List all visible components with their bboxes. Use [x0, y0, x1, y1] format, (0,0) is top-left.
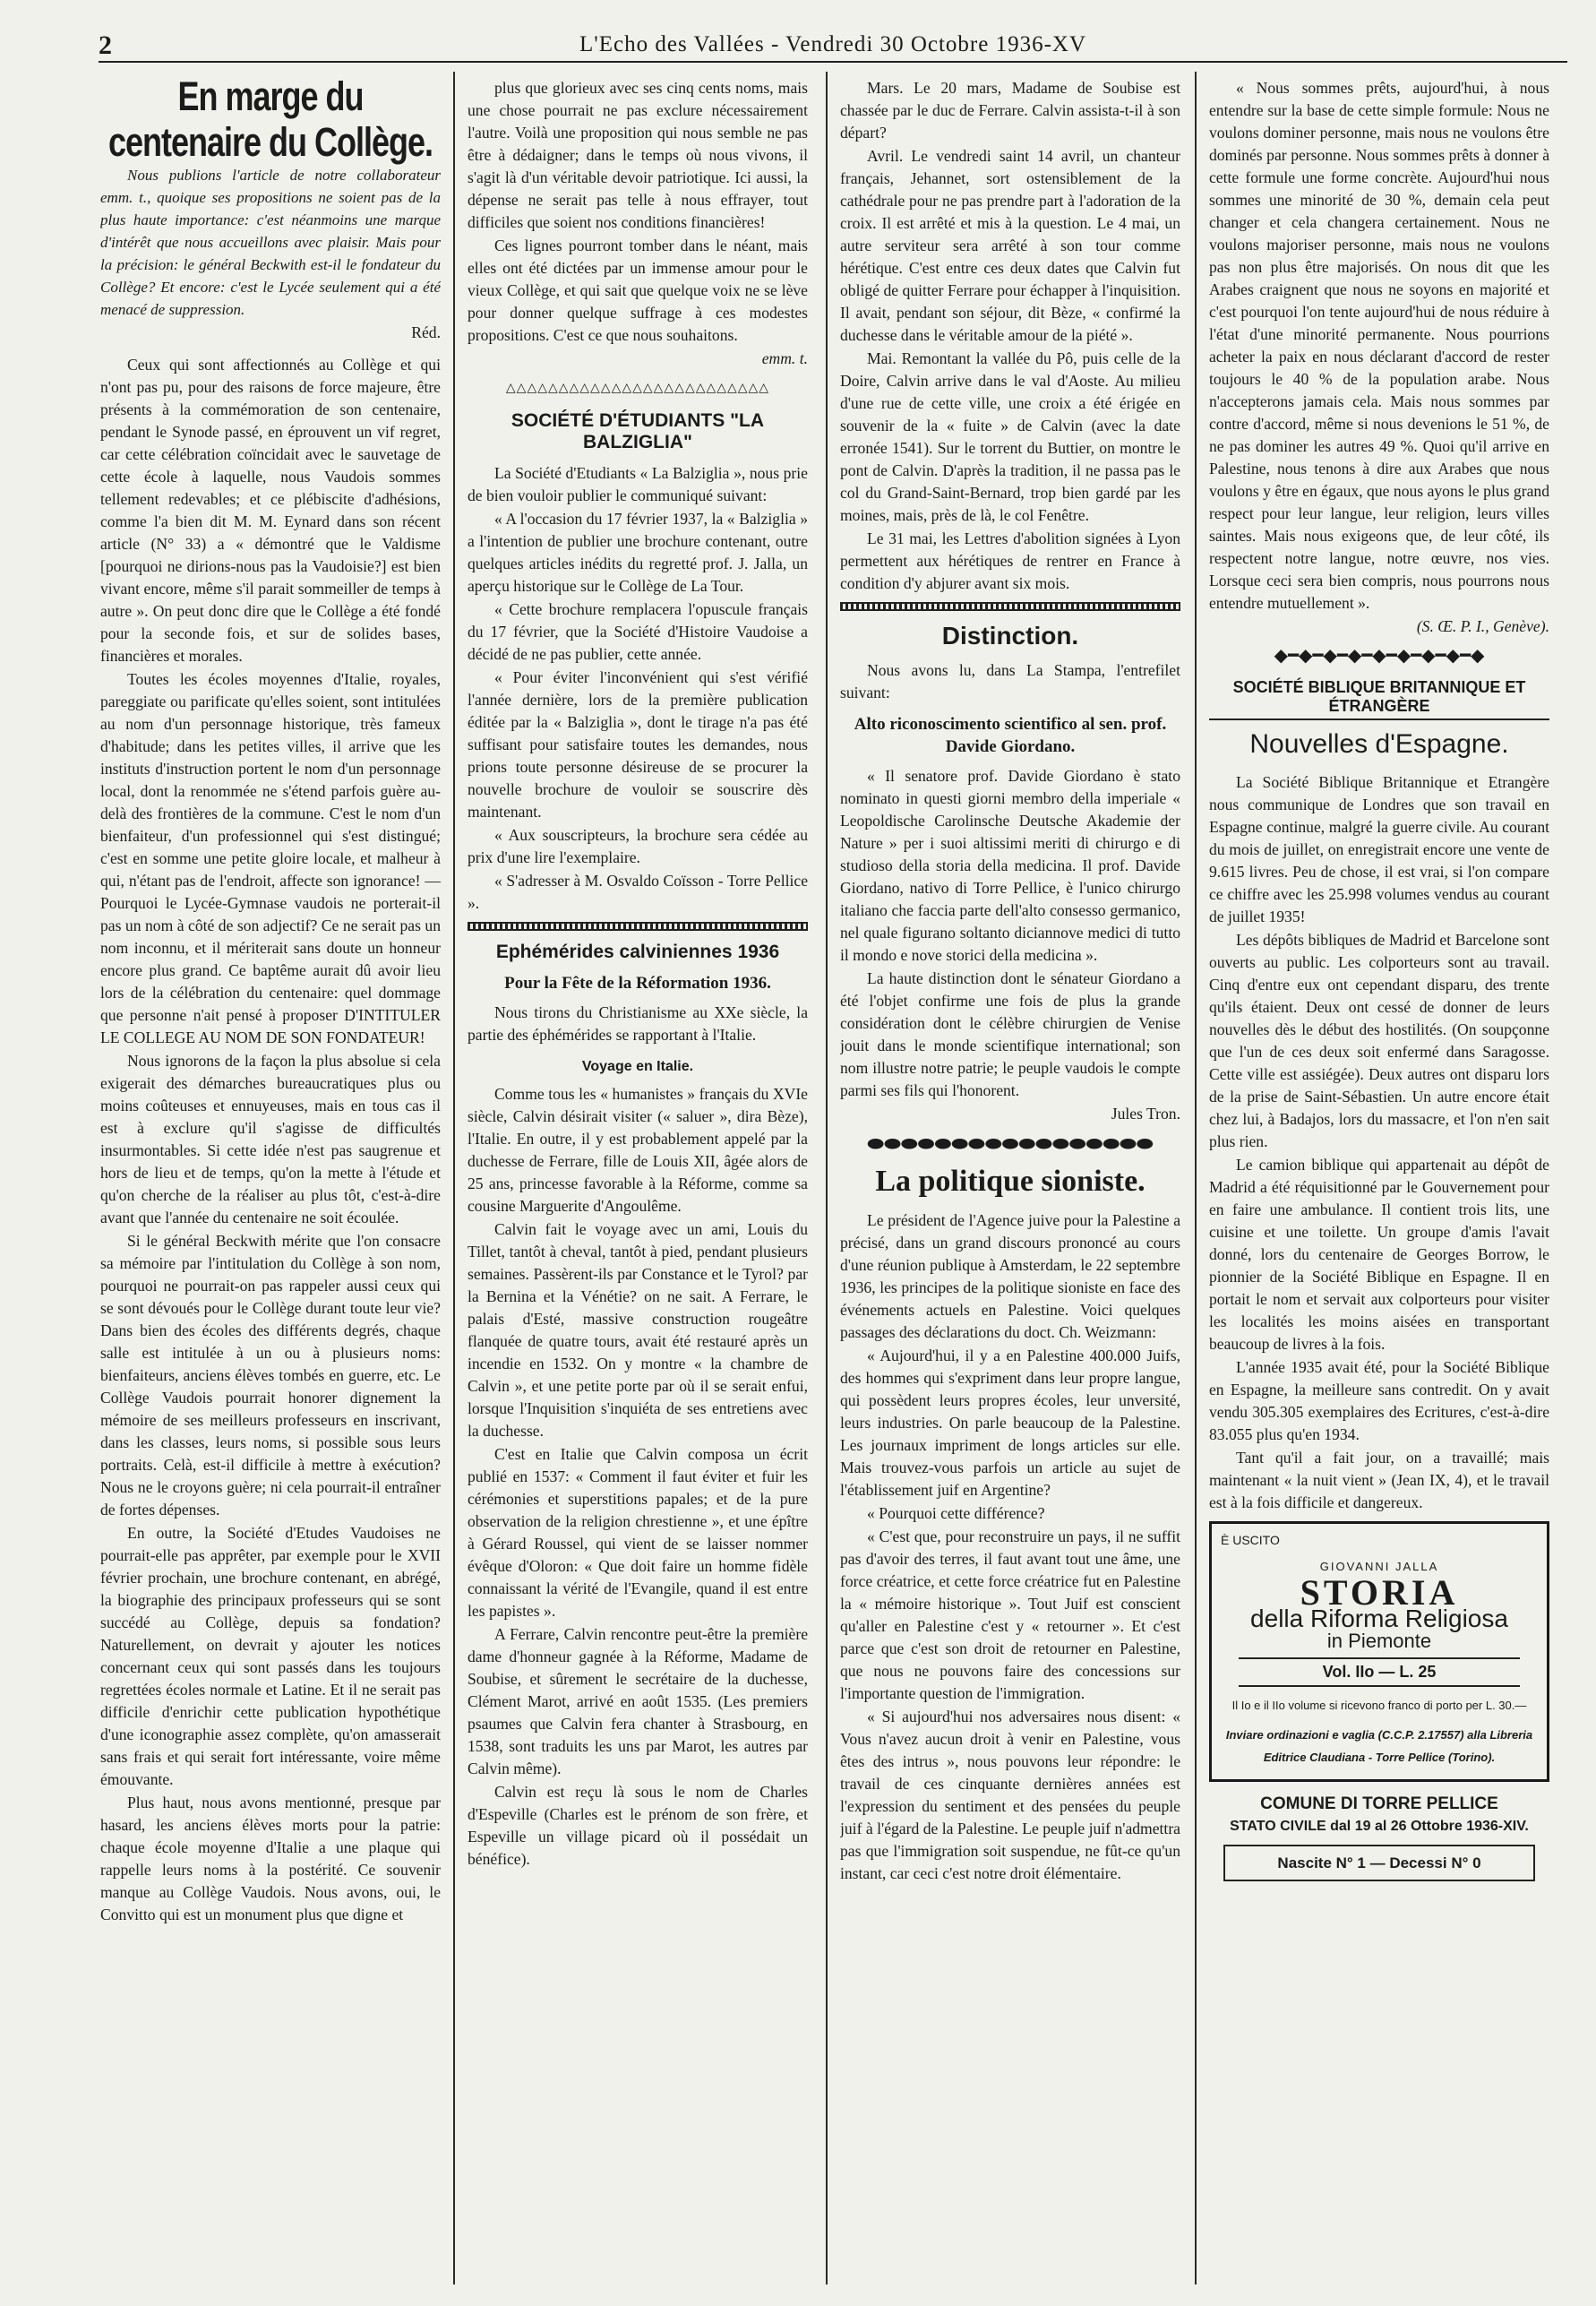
ephemerides-subtitle: Pour la Fête de la Réformation 1936. — [504, 974, 771, 994]
paragraph: « Aujourd'hui, il y a en Palestine 400.000 Juifs, des hommes qui s'expriment dans leur propre langue, qui possèdent leurs propres écoles, leur unversité, leurs industries. On parle beaucoup de la Palestine. Les journaux impriment de longs articles sur elle. Mais trouvez-vous parfois un article au sujet de l'établissement juif en Argentine? — [840, 1347, 1180, 1500]
college-intro-sign: Réd. — [411, 323, 441, 341]
advert-free: Il Io e il IIo volume si ricevono franco di porto per L. 30.— — [1231, 1698, 1527, 1712]
paragraph: La Société d'Etudiants « La Balziglia », nous prie de bien vouloir publier le communiqué suivant: — [468, 464, 808, 505]
paragraph: En outre, la Société d'Etudes Vaudoises ne pourrait-elle pas apprêter, par exemple pour le XVII février prochain, une brochure contenant, en abrégé, la biographie des principaux professeurs qui se sont succédé au Collège, depuis sa fondation? Naturellement, on devrait y ajouter les notices concernant ceux qui sont passés dans les toujours regrettées écoles normale et Latine. Et il ne serait pas difficile d'enrichir cette publication hypothétique d'une iconographie assez complète, qu'on amasserait sans frais et qui serait fort intéressante, voire même émouvante. — [100, 1523, 441, 1788]
sioniste-body — [840, 1209, 1180, 1885]
paragraph: « Si aujourd'hui nos adversaires nous disent: « Vous n'avez aucun droit à venir en Palestine, vous êtes des intrus », nous pouvons leur répondre: le travail de ces cinquante dernières années est l'expression du sentiment et des pensées du peuple juif à l'égard de la Palestine. Le peuple juif n'admettra pas que l'immigration soit suspendue, ne fût-ce qu'un instant, car ceci c'est notre droit élémentaire. — [840, 1708, 1180, 1883]
paragraph: Toutes les écoles moyennes d'Italie, royales, pareggiate ou parificate qu'elles soient, sont intitulées au nom d'un personnage historique, très fameux d'habitude; dans les petites villes, il arrive que les instituts d'instruction portent le nom d'un personnage local, dont la renommée ne s'étend parfois guère au-delà des frontières de la commune. C'est le nom d'un bienfaiteur, d'un professionnel qui s'est distingué; c'est en somme une petite gloire locale, et malheur à qui, n'étant pas de l'endroit, affecte son ignorance! — Pourquoi le Lycée-Gymnase vaudois ne porterait-il pas un nom à côté de son adjectif? Ce ne serait pas un nom inconnu, et il mériterait sans doute un honneur encore plus grand. Ce baptême aurait dû avoir lieu lors de la célébration du centenaire: quel dommage que personne n'ait pensé à proposer D'INTITULER LE COLLEGE AU NOM DE SON FONDATEUR! — [100, 669, 441, 1046]
paragraph: Calvin fait le voyage avec un ami, Louis du Tillet, tantôt à cheval, tantôt à pied, pendant plusieurs semaines. Passèrent-ils par Constance et le Tyrol? par la Bernina et la Vénétie? on ne sait. A Ferrare, le palais d'Esté, massive construction rougeâtre flanquée de quatre tours, avait été restauré après un incendie en 1532. On y montre « la chambre de Calvin », et une petite porte par où il se serait enfui, lorsque l'Inquisition s'inquiéta de ses entretiens avec la duchesse. — [468, 1220, 808, 1441]
paragraph: « Il senatore prof. Davide Giordano è stato nominato in questi giorni membro della imperiale « Leopoldische Carolinsche Deutsche Akademie der Nature » per i suoi altissimi meriti di chirurgo e di studioso della storia della medicina. Il prof. Davide Giordano, nativo di Torre Pellice, è l'unico chirurgo italiano che faccia parte dell'alto consesso germanico, nel quale figurano soltanto diciannove medici di tutto il mondo e nove storici della medicina ». — [840, 767, 1180, 965]
triangle-ornament-icon: △△△△△△△△△△△△△△△△△△△△△△△△△ — [505, 382, 770, 395]
biblique-section: SOCIÉTÉ BIBLIQUE BRITANNIQUE ET ÉTRANGÈRE — [1209, 678, 1549, 720]
paragraph: « Aux souscripteurs, la brochure sera cédée au prix d'une lire l'exemplaire. — [468, 826, 808, 867]
column-rule — [453, 72, 455, 2284]
sioniste-body-continued — [1209, 77, 1549, 615]
paragraph: « Pour éviter l'inconvénient qui s'est vérifié l'année dernière, lors de la première publication éditée par la « Balziglia », dont le tirage n'a pas été suffisant pour satisfaire toutes les demandes, nous prions toute personne désireuse de se procurer la nouvelle brochure de vouloir se souscrire dès maintenant. — [468, 668, 808, 822]
advert-uscito: È USCITO — [1221, 1532, 1280, 1547]
column-2 — [468, 77, 808, 2281]
balziglia-body — [468, 462, 808, 915]
paragraph: Ceux qui sont affectionnés au Collège et qui n'ont pas pu, pour des raisons de force majeure, être présents à la commémoration de son centenaire, pendant le Synode passé, en éprouvent un vif regret, car cette célébration coïncidait avec le sauvetage de cette école à laquelle, nous Vaudois sommes tellement redevables; et ce plébiscite d'adhésions, comme l'a bien dit M. M. Eynard dans son récent article (N° 33) a « démontré que le Valdisme [pourquoi ne dirions-nous pas la Vaudoisie?] est bien vivant encore, même s'il parait sommeiller de temps à autre ». On peut donc dire que le Collège a été fondé pour la seconde fois, et sur de solides bases, financières et morales. — [100, 355, 441, 665]
ornamental-rule — [468, 922, 808, 931]
paragraph: Comme tous les « humanistes » français du XVIe siècle, Calvin désirait visiter (« saluer », dira Bèze), l'Italie. En outre, il y est probablement appelé par la duchesse de Ferrare, fille de Louis XII, âgée alors de 25 ans, princesse favorable à la Réforme, comme sa cousine Marguerite d'Angoulême. — [468, 1085, 808, 1216]
distinction-signature: Jules Tron. — [1111, 1105, 1180, 1123]
paragraph: Si le général Beckwith mérite que l'on consacre sa mémoire par l'intitulation du Collège à son nom, pourquoi ne pourrait-on pas rappeler aussi ceux qui se sont dévoués pour le Collège durant toute leur vie? Dans bien des écoles des différents degrés, chaque salle est intitulée à un ou à plusieurs noms: bienfaiteurs, anciens élèves tombés en guerre, etc. Le Collège Vaudois pourrait honorer dignement la mémoire de ses meilleurs professeurs en inscrivant, dans les classes, leurs noms, si possible sous leurs portraits. Celà, est-il difficile à mettre à exécution? Nous ne le croyons guère; ni cela pourrait-il entraîner de fortes dépenses. — [100, 1231, 441, 1519]
paragraph: Mai. Remontant la vallée du Pô, puis celle de la Doire, Calvin arrive dans le val d'Aoste. Au milieu d'une rue de cette ville, une croix a été érigée en souvenir de la « fuite » de Calvin (avec la date erronée 1541). Sur le torrent du Buttier, on montre le pont de Calvin. D'après la tradition, il ne passa pas le col du Grand-Saint-Bernard, trop bien gardé par les moines, mais, près de là, le col Fenêtre. — [840, 349, 1180, 524]
ornamental-rule — [840, 602, 1180, 611]
paragraph: « Cette brochure remplacera l'opuscule français du 17 février, que la Société d'Histoire Vaudoise a décidé de ne pas publier, cette année. — [468, 600, 808, 664]
college-body — [100, 354, 441, 1926]
biblique-title: Nouvelles d'Espagne. — [1249, 729, 1509, 760]
balziglia-title: SOCIÉTÉ D'ÉTUDIANTS "LA BALZIGLIA" — [511, 410, 765, 453]
college-title: En marge du centenaire du Collège. — [107, 77, 433, 166]
sioniste-title: La politique sioniste. — [875, 1165, 1146, 1199]
advert-storia: STORIA — [1300, 1571, 1459, 1613]
paragraph: Nous ignorons de la façon la plus absolue si cela exigerait des démarches bureaucratiques plus ou moins coûteuses et ennuyeuses, mais en tous cas il est à exclure qu'il s'agisse de difficultés insurmontables. Si cette idée n'est pas saugrenue et hors de lieu et de temps, qu'on la mette à l'étude et qu'on cherche de la réaliser au plus tôt, c'est-à-dire avant que l'année du centenaire ne soit écoulée. — [100, 1051, 441, 1226]
paragraph: « Nous sommes prêts, aujourd'hui, à nous entendre sur la base de cette simple formule: Nous ne voulons dominer personne, mais nous ne voulons être dominés par personne. Nous sommes prêts à donner à cette formule une forme concrète. Aujourd'hui nous sommes une minorité de 30 %, demain cela peut changer et cela changera certainement. Nous ne voulons majoriser personne, mais nous ne voulons pas non plus être majorisés. On nous dit que les Arabes craignent que nous ne soyons en majorité et c'est pourquoi l'on tente aujourd'hui de nous réduire à l'état d'une minorité permanente. Nous pourrions acheter la paix en nous déclarant d'accord de rester toujours le 40 % de la population arabe. Nous n'accepterons jamais cela. Mais nous sommes par contre d'accord, même si nous devenions le 51 %, de ne pas dominer les autres 49 %. Quoi qu'il arrive en Palestine, nous tenons à dire aux Arabes que nous voulons y être en égaux, que nous ayons le plus grand respect pour leur langue, leur religion, leurs villes saintes. Mais nous exigeons que, de leur côté, ils respectent notre langue, notre œuvre, nos vies. Lorsque ceci sera bien compris, nous pourrons nous entendre mutuellement ». — [1209, 79, 1549, 612]
paragraph: « Pourquoi cette différence? — [867, 1504, 1045, 1523]
column-rule — [1195, 72, 1197, 2284]
advert-author: GIOVANNI JALLA — [1319, 1559, 1439, 1573]
paragraph: Plus haut, nous avons mentionné, presque par hasard, les anciens élèves morts pour la patrie: chaque école moyenne d'Italie a une plaque qui rappelle leurs noms à la postérité. Ce souvenir manque au Collège Vaudois. Nous avons, oui, le Convitto qui est un monument plus que digne et — [100, 1793, 441, 1923]
paragraph: L'année 1935 avait été, pour la Société Biblique en Espagne, la meilleure sans contredit. On y avait vendu 305.305 exemplaires des Ecritures, c'est-à-dire 83.055 plus qu'en 1934. — [1209, 1357, 1549, 1443]
distinction-intro: Nous avons lu, dans La Stampa, l'entrefilet suivant: — [840, 661, 1180, 702]
bead-ornament-icon: ⬬⬬⬬⬬⬬⬬⬬⬬⬬⬬⬬⬬⬬⬬⬬⬬⬬ — [867, 1132, 1154, 1156]
ephemerides-intro: Nous tirons du Christianisme au XXe siècle, la partie des éphémérides se rapportant à l'Italie. — [468, 1003, 808, 1045]
comune-notice — [1209, 1793, 1549, 1881]
paragraph: Les dépôts bibliques de Madrid et Barcelone sont ouverts au public. Les colporteurs sont au travail. Cinq d'entre eux ont cependant disparu, des trente qu'ils étaient. Deux ont cessé de donner de leurs nouvelles dès le début des hostilités. (On soupçonne que l'un de ces deux soit enfermé dans Saragosse. Cette ville est assiégée). Deux autres ont disparu lors de la prise de Saint-Sébastien. Un autre encore était chez lui, à Badajos, lors du massacre, et l'on n'en sait plus rien. — [1209, 930, 1549, 1150]
comune-subtitle: STATO CIVILE dal 19 al 26 Ottobre 1936-XIV. — [1230, 1818, 1529, 1834]
paragraph: Mars. Le 20 mars, Madame de Soubise est chassée par le duc de Ferrare. Calvin assista-t-il à son départ? — [840, 79, 1180, 142]
paragraph: C'est en Italie que Calvin composa un écrit publié en 1537: « Comment il faut éviter et fuir les cérémonies et superstitions papales; et de la pure observation de la religion chrestienne », et une épître à Gérard Roussel, qui vient de se laisser nommer évêque d'Oloron: « Que doit faire un homme fidèle connaissant la vérité de l'Evangile, quand il est entre les papistes ». — [468, 1445, 808, 1621]
sioniste-signature: (S. Œ. P. I., Genève). — [1416, 617, 1549, 635]
paragraph: Le 31 mai, les Lettres d'abolition signées à Lyon permettent aux hérétiques de rentrer en France à condition d'y abjurer avant six mois. — [840, 529, 1180, 592]
distinction-body — [840, 765, 1180, 1102]
college-signature: emm. t. — [761, 349, 808, 367]
leaf-ornament-icon: ◆━◆━◆━◆━◆━◆━◆━◆━◆ — [1274, 646, 1485, 666]
ephemerides-title: Ephémérides calviniennes 1936 — [495, 942, 780, 963]
advert-line1: della Riforma Religiosa — [1250, 1604, 1508, 1632]
ephemerides-body — [468, 1083, 808, 1871]
college-intro: Nous publions l'article de notre collaborateur emm. t., quoique ses propositions ne soient pas de la plus haute importance: c'est néanmoins une marque d'intérêt que nous accueillons avec plaisir. Mais pour la précision: le général Beckwith est-il le fondateur du Collège? Et encore: c'est le Lycée seulement qui a été menacé de suppression. — [100, 166, 441, 318]
column-1 — [100, 77, 441, 2281]
college-continuation — [468, 77, 808, 347]
paragraph: « S'adresser à M. Osvaldo Coïsson - Torre Pellice ». — [468, 872, 808, 913]
paragraph: A Ferrare, Calvin rencontre peut-être la première dame d'honneur gagnée à la Réforme, Madame de Soubise, et sûrement le secrétaire de la duchesse, Clément Marot, arrivé en août 1535. (Les premiers psaumes que Calvin fera chanter à Strasbourg, en 1538, sont traduits les uns par Marot, les autres par Calvin même). — [468, 1625, 808, 1778]
ephemerides-section: Voyage en Italie. — [581, 1059, 694, 1075]
comune-title: COMUNE DI TORRE PELLICE — [1260, 1794, 1498, 1813]
column-4 — [1209, 77, 1549, 2281]
paragraph: Calvin est reçu là sous le nom de Charles d'Espeville (Charles est le prénom de son frère, et Espeville un village picard où il possédait un bénéfice). — [468, 1783, 808, 1869]
column-rule — [826, 72, 828, 2284]
advert-volume: Vol. IIo — L. 25 — [1239, 1657, 1520, 1687]
book-advert — [1209, 1521, 1549, 1782]
running-head: L'Echo des Vallées - Vendredi 30 Octobre 1936-XV — [579, 32, 1087, 56]
paragraph: « C'est que, pour reconstruire un pays, il ne suffit pas d'avoir des terres, il faut avant tout une âme, une force créatrice, et cette force créatrice fut en Palestine la « mémoire historique ». Tout Juif est conscient qu'aller en Palestine c'est y « retourner ». Et c'est parce que c'est son droit de retourner en Palestine, que nous ne pouvons faire des concessions sur l'importante question de l'immigration. — [840, 1527, 1180, 1703]
paragraph: Tant qu'il a fait jour, on a travaillé; mais maintenant « la nuit vient » (Jean IX, 4), et le travail est à la fois difficile et dangereux. — [1209, 1448, 1549, 1511]
paragraph: plus que glorieux avec ses cinq cents noms, mais une chose pourrait ne pas exclure nécessairement l'autre. Voilà une proposition qui nous semble ne pas être à dédaigner; dans le temps où nous vivons, il s'agit là d'un véritable devoir patriotique. Ici aussi, la dépense ne serait pas telle à nous effrayer, tout difficiles que soient nos conditions financières! — [468, 79, 808, 231]
masthead — [99, 27, 1567, 63]
biblique-body — [1209, 771, 1549, 1514]
paragraph: La haute distinction dont le sénateur Giordano a été l'objet confirme une fois de plus la grande considération dont le célèbre chirurgien de Venise jouit dans le monde scientifique international; son nom illustre notre patrie; le peuple vaudois le compte parmi ses fils qui l'honorent. — [840, 969, 1180, 1100]
paragraph: Le camion biblique qui appartenait au dépôt de Madrid a été réquisitionné par le Gouvernement pour en faire une ambulance. Il contient trois lits, une cuisine et une toilette. Un groupe d'amis l'avait donné, lors du centenaire de Georges Borrow, le pionnier de la Société Biblique en Espagne. Il en portait le nom et servait aux colporteurs pour visiter les localités les moins aisées en transportant beaucoup de livres à la fois. — [1209, 1155, 1549, 1353]
advert-order: Inviare ordinazioni e vaglia (C.C.P. 2.17557) alla Libreria Editrice Claudiana - Torre Pellice (Torino). — [1225, 1727, 1533, 1764]
distinction-headline: Alto riconoscimento scientifico al sen. prof. Davide Giordano. — [854, 715, 1167, 757]
paragraph: « A l'occasion du 17 février 1937, la « Balziglia » a l'intention de publier une brochure contenant, outre quelques articles inédits du regretté prof. J. Jalla, un aperçu historique sur le Collège de La Tour. — [468, 510, 808, 596]
column-3 — [840, 77, 1180, 2281]
ephemerides-body-continued — [840, 77, 1180, 595]
paragraph: Ces lignes pourront tomber dans le néant, mais elles ont été dictées par un immense amour pour le vieux Collège, et qui sait que quelque voix ne se lève pour donner quelque suffrage à ces modestes propositions. C'est ce que nous souhaitons. — [468, 237, 808, 344]
comune-stats: Nascite N° 1 — Decessi N° 0 — [1223, 1845, 1535, 1881]
paragraph: Avril. Le vendredi saint 14 avril, un chanteur français, Jehannet, sort ostensiblement de la cathédrale pour ne pas prendre part à l'adoration de la croix. Il est arrêté et mis à la question. Le 4 mai, un autre serviteur sera arrêté à son tour comme hérétique. C'est entre ces deux dates que Calvin fut obligé de quitter Ferrare pour échapper à l'inquisition. Il avait, pendant son séjour, dit Bèze, « confirmé la duchesse dans le véritable amour de la piété ». — [840, 147, 1180, 344]
paragraph: Le président de l'Agence juive pour la Palestine a précisé, dans un grand discours prononcé au cours d'une réunion publique à Amsterdam, le 22 septembre 1936, les principes de la politique sioniste en face des événements actuels en Palestine. Voici quelques passages des déclarations du doct. Ch. Weizmann: — [840, 1211, 1180, 1342]
distinction-title: Distinction. — [941, 622, 1079, 650]
advert-line2: in Piemonte — [1326, 1629, 1432, 1652]
paragraph: La Société Biblique Britannique et Etrangère nous communique de Londres que son travail en Espagne continue, malgré la guerre civile. Au courant du mois de juillet, on enregistrait encore une vente de 9.615 livres. Peu de chose, il est vrai, si l'on compare ce chiffre avec les 25.998 volumes vendus au courant de juillet 1935! — [1209, 772, 1549, 925]
page-number: 2 — [99, 30, 112, 60]
